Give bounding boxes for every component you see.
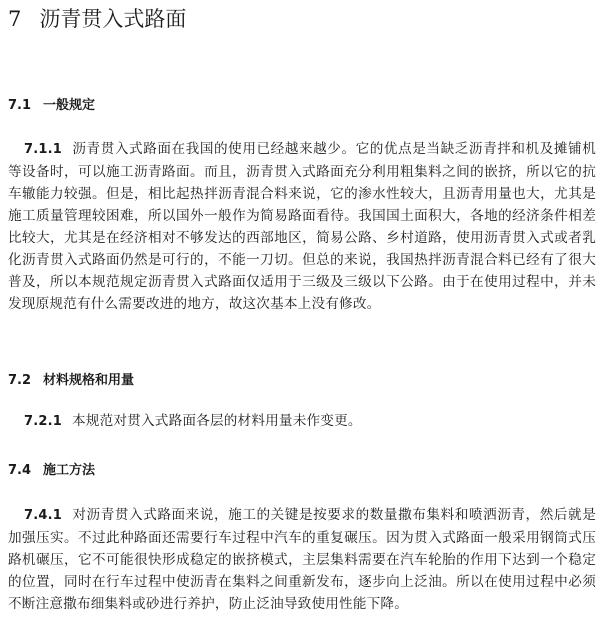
section-title: 材料规格和用量 — [43, 373, 135, 388]
section-title: 一般规定 — [43, 98, 96, 113]
clause-number: 7.4.1 — [24, 508, 63, 523]
clause-text: 沥青贯入式路面在我国的使用已经越来越少。它的优点是当缺乏沥青拌和机及摊铺机等设备时，可以施工沥青路面。而且，沥青贯入式路面充分利用粗集料之间的嵌挤，所以它的抗车辙能力较强。但是，相比起热拌沥青混合料来说，它的渗水性较大，且沥青用量也大，尤其是施工质量管理较困难，所以国外一般作为简易路面看待。我国国土面积大，各地的经济条件相差比较大，尤其是在经济相对不够发达的西部地区，简易公路、乡村道路，使用沥青贯入式或者乳化沥青贯入式路面仍然是可行的，不能一刀切。但总的来说，我国热拌沥青混合料已经有了很大普及，所以本规范规定沥青贯入式路面仅适用于三级及三级以下公路。由于在使用过程中，并未发现原规范有什么需要改进的地方，故这次基本上没有修改。 — [8, 141, 596, 312]
section-heading — [8, 371, 134, 391]
clause-text: 对沥青贯入式路面来说，施工的关键是按要求的数量撒布集料和喷洒沥青，然后就是加强压实。不过此种路面还需要行车过程中汽车的重复碾压。因为贯入式路面一般采用钢筒式压路机碾压，它不可能很快形成稳定的嵌挤模式，主层集料需要在汽车轮胎的作用下达到一个稳定的位置，同时在行车过程中使沥青在集料之间重新发布，逐步向上泛油。所以在使用过程中必须不断注意撒布细集料或砂进行养护，防止泛油导致使用性能下降。 — [8, 507, 596, 612]
chapter-title-text: 沥青贯入式路面 — [39, 7, 187, 31]
clause-paragraph — [8, 138, 596, 315]
section-number: 7.4 — [8, 463, 32, 478]
clause-text: 本规范对贯入式路面各层的材料用量未作变更。 — [72, 413, 362, 429]
section-number: 7.1 — [8, 98, 32, 113]
chapter-title — [8, 4, 186, 34]
section-heading — [8, 96, 95, 116]
section-heading — [8, 461, 95, 481]
section-title: 施工方法 — [43, 463, 96, 478]
chapter-number: 7 — [8, 7, 22, 31]
clause-number: 7.2.1 — [24, 414, 63, 429]
section-number: 7.2 — [8, 373, 32, 388]
clause-number: 7.1.1 — [24, 142, 63, 157]
clause-paragraph — [8, 504, 596, 615]
clause-paragraph — [8, 410, 596, 433]
